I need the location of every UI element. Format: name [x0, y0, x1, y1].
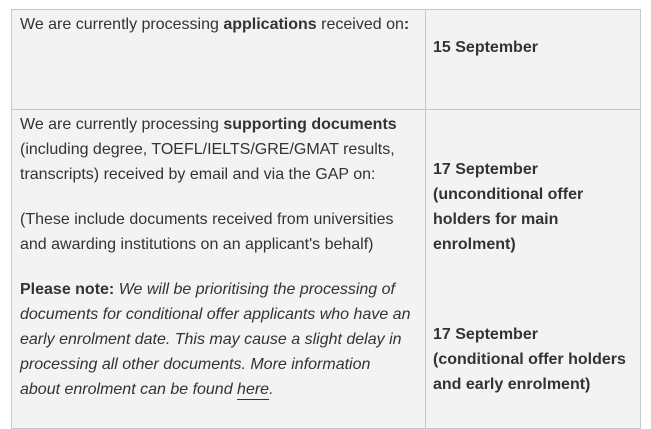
- column-divider: [425, 10, 426, 428]
- supporting-text-before: We are currently processing: [20, 116, 224, 133]
- applications-date: 15 September: [433, 39, 538, 56]
- applications-colon: :: [403, 16, 410, 33]
- applications-text-after: received on: [316, 16, 404, 33]
- please-note-label: Please note:: [20, 281, 115, 298]
- please-note-paragraph: [20, 277, 412, 402]
- row-divider: [12, 109, 640, 110]
- enrolment-info-link[interactable]: here: [237, 381, 270, 398]
- please-note-text: We will be prioritising the processing of documents for conditional offer applicants who have an early enrolment date. This may cause a slight delay in processing all other documents. More information about enrolment can be found: [20, 281, 411, 398]
- please-note-end: .: [269, 381, 274, 398]
- supporting-documents-text: [20, 112, 410, 187]
- applications-text-before: We are currently processing: [20, 16, 224, 33]
- documents-note: (These include documents received from universities and awarding institutions on an applicant's behalf): [20, 211, 394, 253]
- processing-dates-table: [11, 9, 641, 429]
- supporting-text-after: (including degree, TOEFL/IELTS/GRE/GMAT results, transcripts) received by email and via the GAP on:: [20, 141, 395, 183]
- main-enrolment-date: 17 September (unconditional offer holders for main enrolment): [433, 161, 584, 253]
- early-enrolment-date: 17 September (conditional offer holders and early enrolment): [433, 326, 626, 393]
- applications-bold: applications: [223, 16, 317, 33]
- supporting-documents-bold: supporting documents: [223, 116, 397, 133]
- applications-text: [20, 12, 420, 37]
